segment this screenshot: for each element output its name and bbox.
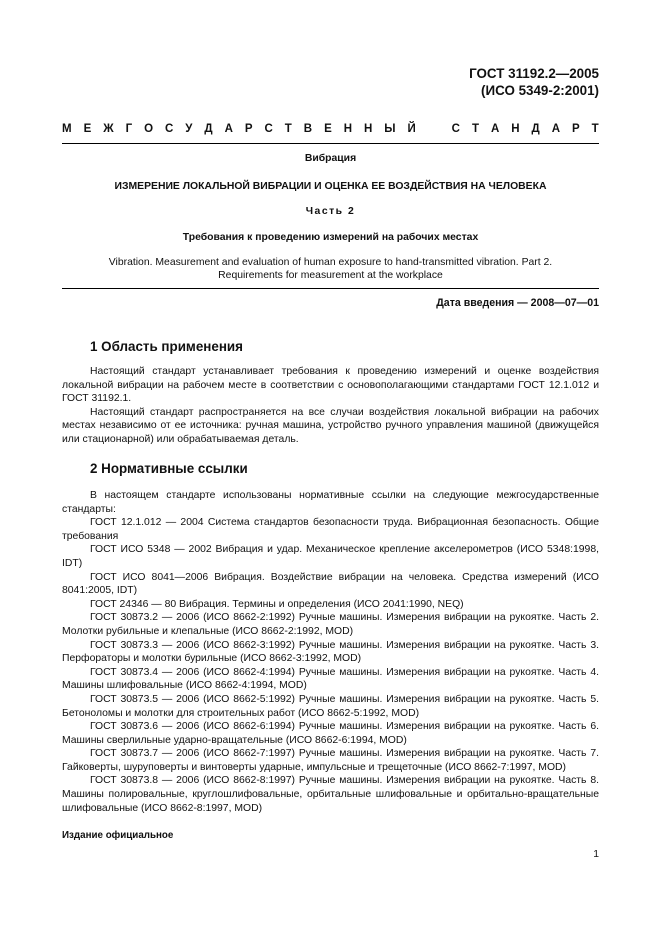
reference-item: ГОСТ 30873.2 — 2006 (ИСО 8662-2:1992) Ручные машины. Измерения вибрации на рукоятке. Часть 2. Молотки рубильные и клепальные (ИСО 8662-2:1992, MOD) [62, 612, 599, 637]
reference-item: ГОСТ 30873.5 — 2006 (ИСО 8662-5:1992) Ручные машины. Измерения вибрации на рукоятке. Часть 5. Бетоноломы и молотки для строительных работ (ИСО 8662-5:1992, MOD) [62, 693, 599, 719]
english-title-line1: Vibration. Measurement and evaluation of human exposure to hand-transmitted vibration. Part 2. [108, 257, 553, 268]
banner-letter: Е [324, 123, 332, 135]
reference-item: ГОСТ 30873.4 — 2006 (ИСО 8662-4:1994) Ручные машины. Измерения вибрации на рукоятке. Часть 4. Машины шлифовальные (ИСО 8662-4:1994, MOD) [62, 666, 599, 692]
section1-heading: 1 Область применения [90, 339, 243, 354]
banner-letter: Н [363, 123, 373, 135]
reference-item: ГОСТ 24346 — 80 Вибрация. Термины и определения (ИСО 2041:1990, NEQ) [90, 598, 464, 610]
reference-item: ГОСТ ИСО 8041—2006 Вибрация. Воздействие вибрации на человека. Средства измерений (ИСО 8041:2005, IDT) [62, 571, 599, 597]
banner-letter: А [551, 123, 560, 135]
banner-letter: Й [407, 123, 416, 135]
english-title-line2: Requirements for measurement at the workplace [218, 270, 443, 281]
banner-letter: С [451, 123, 460, 135]
banner-letter: У [185, 123, 193, 135]
banner-letter: А [490, 123, 500, 135]
section2-intro: В настоящем стандарте использованы нормативные ссылки на следующие межгосударственные стандарты: [62, 490, 599, 515]
banner-letter: Г [125, 123, 133, 135]
banner-letter: В [303, 123, 313, 135]
part-label: Часть 2 [305, 206, 356, 217]
designation-iso: (ИСО 5349-2:2001) [481, 83, 599, 98]
standard-designation [469, 65, 599, 99]
banner-letter: Т [284, 123, 292, 135]
banner-letter: Т [591, 123, 599, 135]
reference-item: ГОСТ 30873.8 — 2006 (ИСО 8662-8:1997) Ручные машины. Измерения вибрации на рукоятке. Часть 8. Машины полировальные, круглошлифовальные, орбитальные шлифовальные и орбитально-вращательные шлифовальные (ИСО 8662-8:1997, MOD) [62, 775, 599, 814]
main-title: ИЗМЕРЕНИЕ ЛОКАЛЬНОЙ ВИБРАЦИИ И ОЦЕНКА ЕЕ ВОЗДЕЙСТВИЯ НА ЧЕЛОВЕКА [114, 181, 547, 192]
designation-gost: ГОСТ 31192.2—2005 [469, 66, 599, 81]
reference-item: ГОСТ 30873.6 — 2006 (ИСО 8662-6:1994) Ручные машины. Измерения вибрации на рукоятке. Часть 6. Машины сверлильные ударно-вращательные (ИСО 8662-6:1994, MOD) [62, 721, 599, 746]
banner-letter: Н [511, 123, 520, 135]
banner-letter: С [264, 123, 273, 135]
header-rule [62, 143, 599, 144]
reference-item: ГОСТ 30873.7 — 2006 (ИСО 8662-7:1997) Ручные машины. Измерения вибрации на рукоятке. Часть 7. Гайковерты, шуруповерты и винтоверты ударные, импульсные и трещеточные (ИСО 8662-7:1997, MOD) [62, 748, 599, 773]
banner-letter: А [224, 123, 233, 135]
official-edition-label: Издание официальное [62, 830, 174, 841]
banner-letter: Р [571, 123, 580, 135]
banner-letter: Т [471, 123, 479, 135]
effective-date: Дата введения — 2008—07—01 [436, 297, 599, 309]
banner-letter: М [62, 123, 72, 135]
banner-letter: Д [531, 123, 540, 135]
section1-body [62, 365, 599, 447]
part-subtitle: Требования к проведению измерений на рабочих местах [182, 232, 479, 243]
reference-item: ГОСТ 30873.3 — 2006 (ИСО 8662-3:1992) Ручные машины. Измерения вибрации на рукоятке. Часть 3. Перфораторы и молотки бурильные (ИСО 8662-3:1992, MOD) [62, 639, 599, 665]
section2-body [62, 489, 599, 815]
page-number: 1 [593, 849, 599, 860]
banner-letter: Р [244, 123, 253, 135]
banner-letter: Е [83, 123, 92, 135]
subject-group: Вибрация [304, 153, 357, 164]
banner-letter: Ы [384, 123, 396, 135]
english-title [62, 256, 599, 282]
banner-letter: Н [343, 123, 353, 135]
banner-letter: Ж [103, 123, 114, 135]
interstate-standard-banner [62, 123, 599, 137]
title-rule [62, 288, 599, 289]
reference-item: ГОСТ 12.1.012 — 2004 Система стандартов безопасности труда. Вибрационная безопасность. Общие требования [62, 517, 599, 542]
section1-paragraph-1: Настоящий стандарт устанавливает требования к проведению измерений и оценке воздействия локальной вибрации на рабочем месте в соответствии с основополагающими стандартами ГОСТ 12.1.012 и ГОСТ 31192.1. [62, 366, 599, 405]
banner-letter: С [165, 123, 174, 135]
section2-heading: 2 Нормативные ссылки [90, 461, 248, 476]
banner-letter: Д [204, 123, 213, 135]
reference-item: ГОСТ ИСО 5348 — 2002 Вибрация и удар. Механическое крепление акселерометров (ИСО 5348:1998, IDT) [62, 544, 599, 569]
reference-list [62, 516, 599, 815]
section1-paragraph-2: Настоящий стандарт распространяется на все случаи воздействия локальной вибрации на рабочих местах независимо от ее источника: ручная машина, устройство ручного управления машиной (движущейся или стационарной) или обрабатываемая деталь. [62, 406, 599, 445]
banner-letter: О [144, 123, 154, 135]
